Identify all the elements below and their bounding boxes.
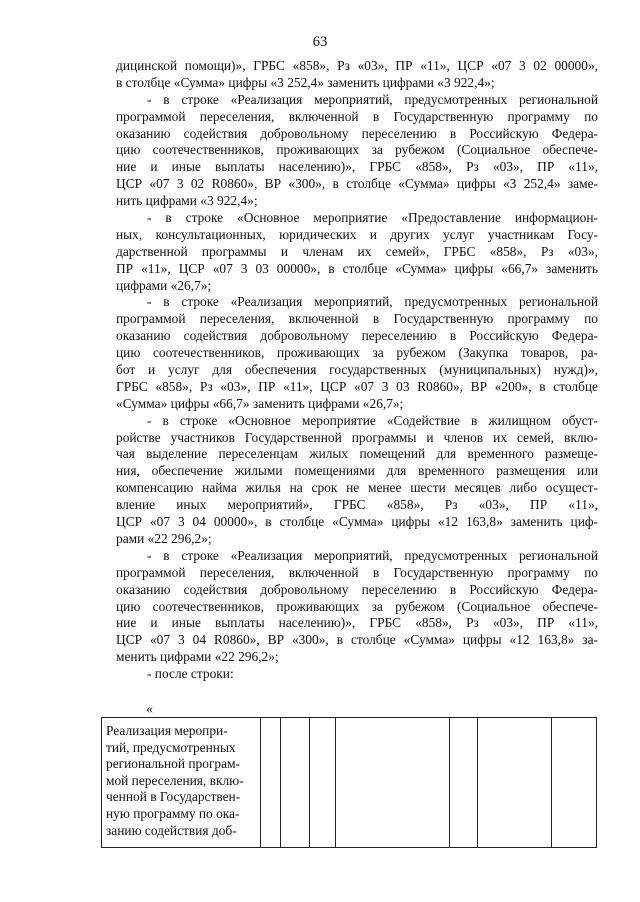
text-line: ЦСР «07 3 02 R0860», ВР «300», в столбце «Сумма» цифры «3 252,4» заме- xyxy=(116,176,598,192)
text-line: «Сумма» цифры «66,7» заменить цифрами «26,7»; xyxy=(116,395,404,411)
table-cell-grbs xyxy=(261,718,281,848)
text-line: ЦСР «07 3 04 R0860», ВР «300», в столбце «Сумма» цифры «12 163,8» за- xyxy=(116,632,598,648)
text-line: дарственной программы и членам их семей», ГРБС «858», Рз «03», xyxy=(116,243,598,259)
table-cell-text-line: Реализация меропри- xyxy=(106,723,228,738)
body-text xyxy=(116,58,598,683)
table-cell-text-line: тий, предусмотренных xyxy=(106,739,236,755)
text-line: - в строке «Реализация мероприятий, предусмотренных региональной xyxy=(147,547,598,563)
text-line: нить цифрами «3 922,4»; xyxy=(116,193,258,209)
text-line: дицинской помощи)», ГРБС «858», Рз «03», ПР «11», ЦСР «07 3 02 00000», xyxy=(116,58,598,73)
text-line: ных, консультационных, юридических и других услуг участникам Госу- xyxy=(116,226,598,242)
text-line: программой переселения, включенной в Государственную программу по xyxy=(116,311,598,327)
page-number: 63 xyxy=(312,34,328,50)
text-line: ние и иные выплаты населению)», ГРБС «858», Рз «03», ПР «11», xyxy=(116,615,598,631)
text-line: ПР «11», ЦСР «07 3 03 00000», в столбце «Сумма» цифры «66,7» заменить xyxy=(116,260,598,276)
text-line: цию соотечественников, проживающих за рубежом (Закупка товаров, ра- xyxy=(116,345,598,361)
table-row xyxy=(102,718,597,848)
text-line: в столбце «Сумма» цифры «3 252,4» заменить цифрами «3 922,4»; xyxy=(116,74,495,90)
text-line: - в строке «Основное мероприятие «Содействие в жилищном обуст- xyxy=(147,412,598,428)
text-line: чая выделение переселенцам жилых помещений для временного размеще- xyxy=(116,446,598,462)
text-line: - в строке «Реализация мероприятий, предусмотренных региональной xyxy=(147,294,598,310)
text-line: ройстве участников Государственной программы и членов их семей, вклю- xyxy=(116,429,598,445)
text-line: бот и услуг для обеспечения государственных (муниципальных) нужд)», xyxy=(116,362,598,378)
text-line: рами «22 296,2»; xyxy=(116,530,212,546)
table-cell-text-line: занию содействия доб- xyxy=(106,822,237,838)
table-cell-pr xyxy=(310,718,336,848)
table-cell-csr xyxy=(336,718,450,848)
text-line: цию соотечественников, проживающих за рубежом (Социальное обеспече- xyxy=(116,598,598,614)
opening-quote: « xyxy=(146,702,153,717)
text-line: - после строки: xyxy=(147,666,234,682)
table-cell-name xyxy=(102,718,261,848)
text-line: ЦСР «07 3 04 00000», в столбце «Сумма» цифры «12 163,8» заменить циф- xyxy=(116,514,598,530)
table-cell-rz xyxy=(281,718,310,848)
text-line: цию соотечественников, проживающих за рубежом (Социальное обеспече- xyxy=(116,142,598,158)
text-line: программой переселения, включенной в Государственную программу по xyxy=(116,564,598,580)
table-cell-vr xyxy=(450,718,478,848)
text-line: ГРБС «858», Рз «03», ПР «11», ЦСР «07 3 03 R0860», ВР «200», в столбце xyxy=(116,378,598,394)
table-cell-text-line: ченной в Государствен- xyxy=(106,789,241,805)
text-line: программой переселения, включенной в Государственную программу по xyxy=(116,108,598,124)
table-cell-text-line: мой переселения, вклю- xyxy=(106,772,244,788)
table-cell-sum xyxy=(478,718,552,848)
table-cell-text-line: региональной програм- xyxy=(106,756,241,772)
text-line: ние и иные выплаты населению)», ГРБС «858», Рз «03», ПР «11», xyxy=(116,159,598,175)
text-line: оказанию содействия добровольному переселению в Российскую Федера- xyxy=(116,581,598,597)
table-cell-text-line: ную программу по ока- xyxy=(106,805,240,821)
text-line: оказанию содействия добровольному переселению в Российскую Федера- xyxy=(116,125,598,141)
text-line: оказанию содействия добровольному переселению в Российскую Федера- xyxy=(116,328,598,344)
text-line: компенсацию найма жилья на срок не менее шести месяцев либо осущест- xyxy=(116,480,598,496)
text-line: цифрами «26,7»; xyxy=(116,277,212,293)
table-cell-extra xyxy=(552,718,597,848)
text-line: менить цифрами «22 296,2»; xyxy=(116,649,279,665)
text-line: ния, обеспечение жилыми помещениями для временного размещения или xyxy=(116,463,598,479)
text-line: - в строке «Реализация мероприятий, предусмотренных региональной xyxy=(147,91,598,107)
text-line: - в строке «Основное мероприятие «Предоставление информацион- xyxy=(147,210,598,226)
text-line: вление иных мероприятий», ГРБС «858», Рз «03», ПР «11», xyxy=(116,497,598,513)
budget-table xyxy=(101,717,597,848)
